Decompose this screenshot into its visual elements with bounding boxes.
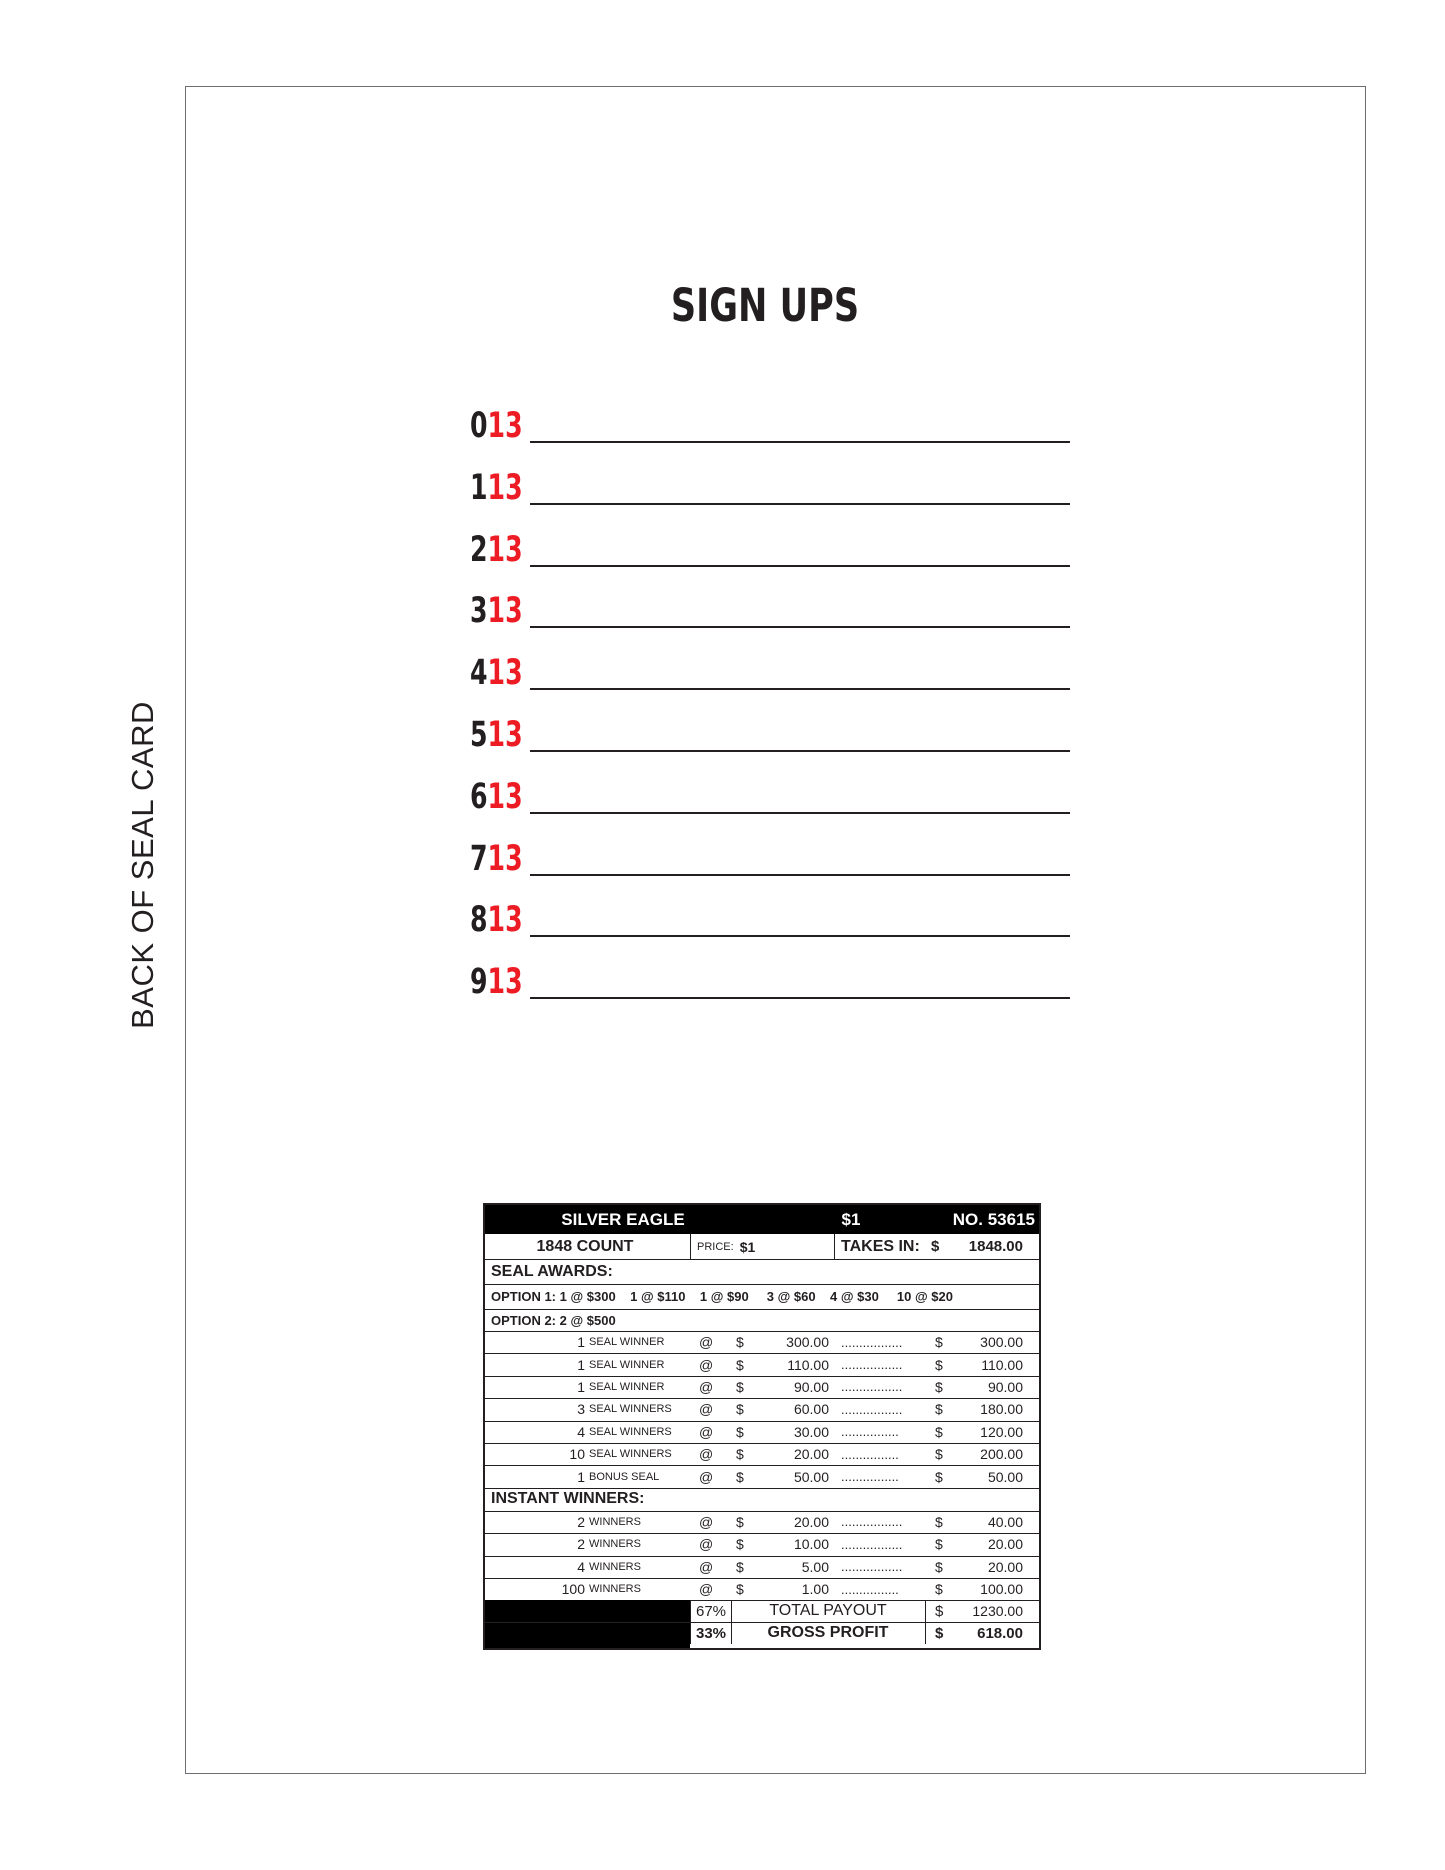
- count-row: [485, 1234, 1039, 1260]
- prize-amount: 10.00: [793, 1536, 829, 1553]
- amount-currency: $: [736, 1356, 744, 1373]
- winner-label: WINNERS: [589, 1560, 641, 1573]
- winner-qty: 3: [577, 1401, 585, 1418]
- page-title: SIGN UPS: [670, 279, 860, 332]
- prize-amount: 5.00: [801, 1558, 829, 1575]
- table-row: [485, 1533, 1039, 1556]
- prize-amount: 110.00: [787, 1356, 829, 1373]
- amount-currency: $: [736, 1423, 744, 1440]
- signup-row: [470, 898, 1070, 960]
- winner-qty: 2: [577, 1536, 585, 1553]
- signup-row: [470, 528, 1070, 590]
- total-currency: $: [935, 1468, 943, 1485]
- at-sign: @: [699, 1423, 714, 1440]
- signup-suffix: 13: [487, 591, 523, 632]
- gross-profit-label: GROSS PROFIT: [767, 1624, 889, 1642]
- signup-suffix: 13: [487, 776, 523, 817]
- prize-total: 20.00: [987, 1536, 1023, 1553]
- total-currency: $: [935, 1536, 943, 1553]
- leader-dots: .................: [841, 1559, 903, 1575]
- leader-dots: .................: [841, 1514, 903, 1530]
- winner-label: WINNERS: [589, 1583, 641, 1596]
- signup-number: [470, 528, 523, 572]
- winner-qty: 10: [569, 1446, 585, 1463]
- signup-line[interactable]: [530, 688, 1070, 690]
- prize-amount: 60.00: [793, 1401, 829, 1418]
- total-currency: $: [935, 1558, 943, 1575]
- prize-amount: 20.00: [793, 1513, 829, 1530]
- signup-suffix: 13: [487, 714, 523, 755]
- signup-suffix: 13: [487, 838, 523, 879]
- leader-dots: ................: [841, 1469, 899, 1485]
- signup-suffix: 13: [487, 467, 523, 508]
- signup-digit: 3: [470, 591, 488, 632]
- signup-digit: 8: [470, 900, 488, 941]
- prize-amount: 300.00: [786, 1334, 829, 1351]
- prize-total: 50.00: [987, 1468, 1023, 1485]
- signup-row: [470, 466, 1070, 528]
- prize-total: 120.00: [980, 1423, 1023, 1440]
- at-sign: @: [699, 1446, 714, 1463]
- prize-total: 300.00: [980, 1334, 1023, 1351]
- signup-number: [470, 404, 523, 448]
- total-payout-row: [485, 1600, 1039, 1623]
- total-currency: $: [935, 1356, 943, 1373]
- at-sign: @: [699, 1536, 714, 1553]
- signup-number: [470, 651, 523, 695]
- prize-amount: 30.00: [793, 1423, 829, 1440]
- seal-awards-row: [485, 1259, 1039, 1285]
- signup-line[interactable]: [530, 565, 1070, 567]
- signup-number: [470, 589, 523, 633]
- leader-dots: .................: [841, 1334, 903, 1350]
- gross-profit-row: [485, 1622, 1039, 1644]
- table-row: [485, 1511, 1039, 1534]
- at-sign: @: [699, 1401, 714, 1418]
- price-value: $1: [739, 1238, 756, 1255]
- at-sign: @: [699, 1334, 714, 1351]
- signup-suffix: 13: [487, 529, 523, 570]
- amount-currency: $: [736, 1378, 744, 1395]
- leader-dots: .................: [841, 1536, 903, 1552]
- prize-total: 200.00: [980, 1446, 1023, 1463]
- signup-list: [470, 404, 1070, 1022]
- amount-currency: $: [736, 1401, 744, 1418]
- winner-qty: 1: [577, 1334, 585, 1351]
- signup-suffix: 13: [487, 962, 523, 1003]
- signup-row: [470, 404, 1070, 466]
- signup-digit: 9: [470, 962, 488, 1003]
- signup-line[interactable]: [530, 626, 1070, 628]
- winner-qty: 1: [577, 1468, 585, 1485]
- total-currency: $: [935, 1513, 943, 1530]
- table-row: [485, 1421, 1039, 1444]
- total-currency: $: [935, 1378, 943, 1395]
- signup-suffix: 13: [487, 653, 523, 694]
- takes-in-label: TAKES IN:: [841, 1237, 920, 1255]
- total-currency: $: [935, 1446, 943, 1463]
- table-row: [485, 1556, 1039, 1579]
- signup-digit: 1: [470, 467, 488, 508]
- winner-qty: 1: [577, 1378, 585, 1395]
- prize-total: 100.00: [980, 1581, 1023, 1598]
- seal-awards-label: SEAL AWARDS:: [491, 1262, 613, 1280]
- signup-row: [470, 651, 1070, 713]
- table-row: [485, 1376, 1039, 1399]
- game-name: SILVER EAGLE: [561, 1209, 685, 1229]
- signup-digit: 7: [470, 838, 488, 879]
- winner-label: SEAL WINNERS: [589, 1425, 672, 1438]
- option2-text: OPTION 2: 2 @ $500: [491, 1312, 616, 1328]
- prize-amount: 20.00: [793, 1446, 829, 1463]
- leader-dots: ................: [841, 1446, 899, 1462]
- instant-winners-label: INSTANT WINNERS:: [491, 1490, 645, 1508]
- at-sign: @: [699, 1378, 714, 1395]
- option1-text: OPTION 1: 1 @ $300 1 @ $110 1 @ $90 3 @ $60 4 @ $30 10 @ $20: [491, 1289, 953, 1304]
- winner-label: SEAL WINNERS: [589, 1448, 672, 1461]
- signup-row: [470, 589, 1070, 651]
- table-row: [485, 1578, 1039, 1601]
- signup-row: [470, 837, 1070, 899]
- signup-line[interactable]: [530, 935, 1070, 937]
- total-currency: $: [935, 1581, 943, 1598]
- winner-label: BONUS SEAL: [589, 1470, 660, 1483]
- winner-label: WINNERS: [589, 1538, 641, 1551]
- winner-label: SEAL WINNERS: [589, 1403, 672, 1416]
- total-currency: $: [935, 1423, 943, 1440]
- leader-dots: ................: [841, 1424, 899, 1440]
- leader-dots: .................: [841, 1357, 903, 1373]
- option2-row: [485, 1309, 1039, 1332]
- amount-currency: $: [736, 1446, 744, 1463]
- ticket-number: NO. 53615: [952, 1209, 1035, 1229]
- signup-row: [470, 775, 1070, 837]
- leader-dots: .................: [841, 1401, 903, 1417]
- signup-line[interactable]: [530, 874, 1070, 876]
- signup-number: [470, 837, 523, 881]
- winner-qty: 100: [561, 1581, 585, 1598]
- signup-number: [470, 466, 523, 510]
- table-row: [485, 1353, 1039, 1376]
- count-label: 1848 COUNT: [536, 1237, 634, 1255]
- signup-number: [470, 775, 523, 819]
- option1-row: [485, 1284, 1039, 1310]
- winner-label: WINNERS: [589, 1515, 641, 1528]
- total-currency: $: [935, 1401, 943, 1418]
- prize-amount: 50.00: [793, 1468, 829, 1485]
- prize-total: 40.00: [987, 1513, 1023, 1530]
- signup-digit: 6: [470, 776, 488, 817]
- winner-label: SEAL WINNER: [589, 1336, 665, 1349]
- profit-percent: 33%: [695, 1624, 727, 1642]
- total-payout-value: 1230.00: [972, 1603, 1023, 1620]
- instant-winners-row: [485, 1488, 1039, 1512]
- leader-dots: ................: [841, 1581, 899, 1597]
- at-sign: @: [699, 1513, 714, 1530]
- payout-currency: $: [935, 1602, 944, 1620]
- takes-in-value: 1848.00: [968, 1238, 1023, 1255]
- takes-in-currency: $: [931, 1238, 940, 1255]
- price-badge: $1: [841, 1209, 861, 1229]
- amount-currency: $: [736, 1513, 744, 1530]
- amount-currency: $: [736, 1334, 744, 1351]
- signup-line[interactable]: [530, 997, 1070, 999]
- side-label: BACK OF SEAL CARD: [125, 701, 160, 1029]
- gross-profit-value: 618.00: [977, 1624, 1023, 1642]
- prize-total: 20.00: [987, 1558, 1023, 1575]
- signup-suffix: 13: [487, 900, 523, 941]
- amount-currency: $: [736, 1468, 744, 1485]
- prize-total: 90.00: [987, 1378, 1023, 1395]
- winner-qty: 1: [577, 1356, 585, 1373]
- profit-currency: $: [935, 1624, 944, 1642]
- table-header-row: [485, 1205, 1039, 1234]
- price-label: PRICE:: [697, 1240, 734, 1253]
- payout-percent: 67%: [695, 1602, 727, 1620]
- prize-amount: 1.00: [801, 1581, 829, 1598]
- total-payout-label: TOTAL PAYOUT: [769, 1602, 887, 1620]
- signup-digit: 5: [470, 714, 488, 755]
- price-field: [697, 1234, 777, 1259]
- at-sign: @: [699, 1356, 714, 1373]
- prize-amount: 90.00: [793, 1378, 829, 1395]
- at-sign: @: [699, 1558, 714, 1575]
- signup-number: [470, 960, 523, 1004]
- winner-label: SEAL WINNER: [589, 1358, 665, 1371]
- winner-qty: 2: [577, 1513, 585, 1530]
- table-row: [485, 1398, 1039, 1421]
- signup-suffix: 13: [487, 406, 523, 446]
- at-sign: @: [699, 1581, 714, 1598]
- amount-currency: $: [736, 1536, 744, 1553]
- signup-digit: 4: [470, 653, 488, 694]
- winner-qty: 4: [577, 1423, 585, 1440]
- signup-line[interactable]: [530, 503, 1070, 505]
- signup-line[interactable]: [530, 812, 1070, 814]
- amount-currency: $: [736, 1581, 744, 1598]
- signup-row: [470, 713, 1070, 775]
- signup-line[interactable]: [530, 750, 1070, 752]
- signup-row: [470, 960, 1070, 1022]
- winner-qty: 4: [577, 1558, 585, 1575]
- leader-dots: .................: [841, 1379, 903, 1395]
- payout-table: [483, 1203, 1041, 1650]
- signup-number: [470, 713, 523, 757]
- prize-total: 180.00: [980, 1401, 1023, 1418]
- table-row: [485, 1443, 1039, 1466]
- signup-line[interactable]: [530, 441, 1070, 443]
- at-sign: @: [699, 1468, 714, 1485]
- winner-label: SEAL WINNER: [589, 1380, 665, 1393]
- total-currency: $: [935, 1334, 943, 1351]
- signup-number: [470, 898, 523, 942]
- table-row: [485, 1465, 1039, 1488]
- signup-digit: 0: [470, 406, 488, 446]
- amount-currency: $: [736, 1558, 744, 1575]
- table-row: [485, 1331, 1039, 1354]
- signup-digit: 2: [470, 529, 488, 570]
- prize-total: 110.00: [981, 1356, 1023, 1373]
